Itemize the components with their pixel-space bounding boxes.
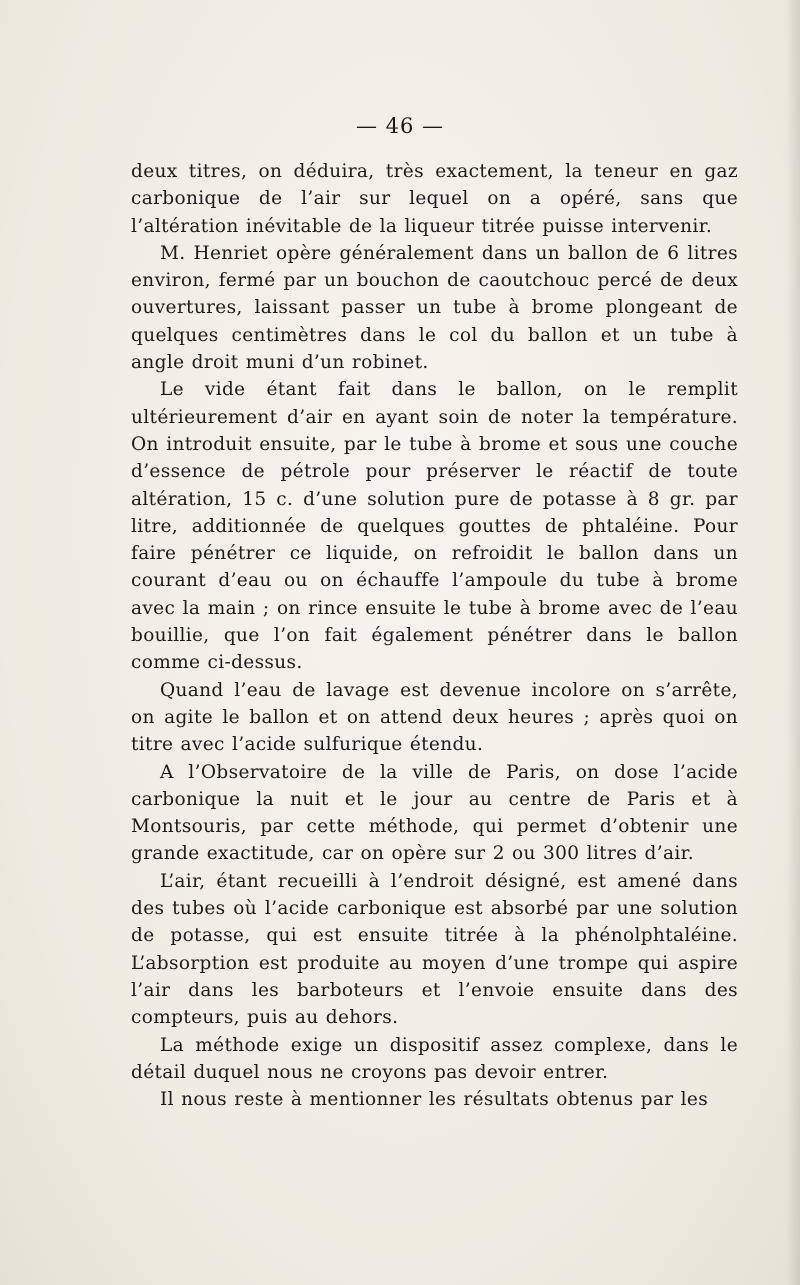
paragraph-4: Quand l’eau de lavage est devenue incolore on s’arrête, on agite le ballon et on attend deux heures ; après quoi on titre avec l’acide sulfurique étendu.	[131, 679, 738, 756]
paragraph-3: Le vide étant fait dans le ballon, on le remplit ultérieurement d’air en ayant soin de noter la température. On introduit ensuite, par le tube à brome et sous une couche d’essence de pétrole pour préserver le réactif de toute altération, 15 c. d’une solution pure de potasse à 8 gr. par litre, additionnée de quelques gouttes de phtaléine. Pour faire pénétrer ce liquide, on refroidit le ballon dans un courant d’eau ou on échauffe l’ampoule du tube à brome avec la main ; on rince ensuite le tube à brome avec de l’eau bouillie, que l’on fait également pénétrer dans le ballon comme ci-dessus.	[131, 379, 738, 674]
body-text	[131, 158, 738, 1113]
page-number: — 46 —	[355, 114, 445, 138]
paragraph-6: L’air, étant recueilli à l’endroit désigné, est amené dans des tubes où l’acide carbonique est absorbé par une solution de potasse, qui est ensuite titrée à la phénolphtaléine. L’absorption est produite au moyen d’une trompe qui aspire l’air dans les barboteurs et l’envoie ensuite dans des compteurs, puis au dehors.	[131, 870, 738, 1029]
paragraph-5: A l’Observatoire de la ville de Paris, on dose l’acide carbonique la nuit et le jour au centre de Paris et à Montsouris, par cette méthode, qui permet d’obtenir une grande exactitude, car on opère sur 2 ou 300 litres d’air.	[131, 761, 738, 865]
paragraph-7: La méthode exige un dispositif assez complexe, dans le détail duquel nous ne croyons pas devoir entrer.	[131, 1034, 738, 1083]
paragraph-8: Il nous reste à mentionner les résultats obtenus par les	[160, 1089, 709, 1111]
page-edge-shadow	[786, 0, 800, 1285]
paragraph-1: deux titres, on déduira, très exactement, la teneur en gaz carbonique de l’air sur lequel on a opéré, sans que l’altération inévitable de la liqueur titrée puisse intervenir.	[131, 161, 738, 237]
paragraph-2: M. Henriet opère généralement dans un ballon de 6 litres environ, fermé par un bouchon de caoutchouc percé de deux ouvertures, laissant passer un tube à brome plongeant de quelques centimètres dans le col du ballon et un tube à angle droit muni d’un robinet.	[131, 242, 738, 374]
